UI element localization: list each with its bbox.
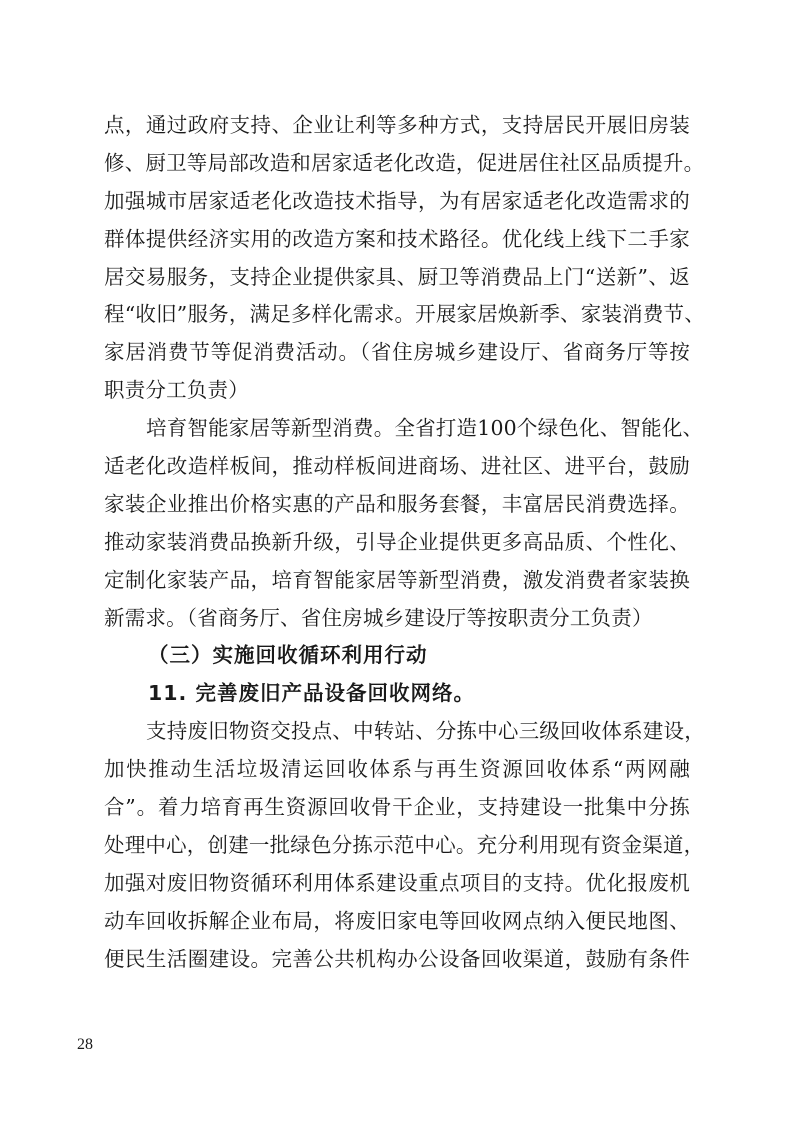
text-line: 加强城市居家适老化改造技术指导，为有居家适老化改造需求的 [104,188,690,213]
text-line: 合”。着力培育再生资源回收骨干企业，支持建设一批集中分拣 [104,795,690,820]
text-line: 程“收旧”服务，满足多样化需求。开展家居焕新季、家装消费节、 [104,302,705,327]
text-line: 新需求。（省商务厅、省住房城乡建设厅等按职责分工负责） [104,605,653,630]
text-line: 修、厨卫等局部改造和居家适老化改造，促进居住社区品质提升。 [104,150,705,175]
text-line: 动车回收拆解企业布局，将废旧家电等回收网点纳入便民地图、 [104,908,690,933]
text-line: 便民生活圈建设。完善公共机构办公设备回收渠道，鼓励有条件 [104,946,690,971]
text-line: 推动家装消费品换新升级，引导企业提供更多高品质、个性化、 [104,529,690,554]
text-line: 处理中心，创建一批绿色分拣示范中心。充分利用现有资金渠道， [104,832,705,857]
text-line: 加快推动生活垃圾清运回收体系与再生资源回收体系“两网融 [104,757,690,782]
body-text [104,107,705,978]
text-line: 家居消费节等促消费活动。（省住房城乡建设厅、省商务厅等按 [104,340,690,365]
paragraph-first-line: 培育智能家居等新型消费。全省打造100个绿色化、智能化、 [146,416,704,441]
section-heading: （三）实施回收循环利用行动 [148,643,428,668]
text-line: 居交易服务，支持企业提供家具、厨卫等消费品上门“送新”、返 [104,264,690,289]
text-line: 加强对废旧物资循环利用体系建设重点项目的支持。优化报废机 [104,870,690,895]
text-line: 家装企业推出价格实惠的产品和服务套餐，丰富居民消费选择。 [104,491,690,516]
text-line: 定制化家装产品，培育智能家居等新型消费，激发消费者家装换 [104,567,690,592]
page-number: 28 [77,1036,93,1053]
text-line: 适老化改造样板间，推动样板间进商场、进社区、进平台，鼓励 [104,454,690,479]
subsection-heading: 11. 完善废旧产品设备回收网络。 [148,681,475,706]
text-line: 群体提供经济实用的改造方案和技术路径。优化线上线下二手家 [104,226,690,251]
text-line: 点，通过政府支持、企业让利等多种方式，支持居民开展旧房装 [104,113,690,137]
paragraph-first-line: 支持废旧物资交投点、中转站、分拣中心三级回收体系建设， [146,719,705,744]
text-line: 职责分工负责） [104,378,249,403]
